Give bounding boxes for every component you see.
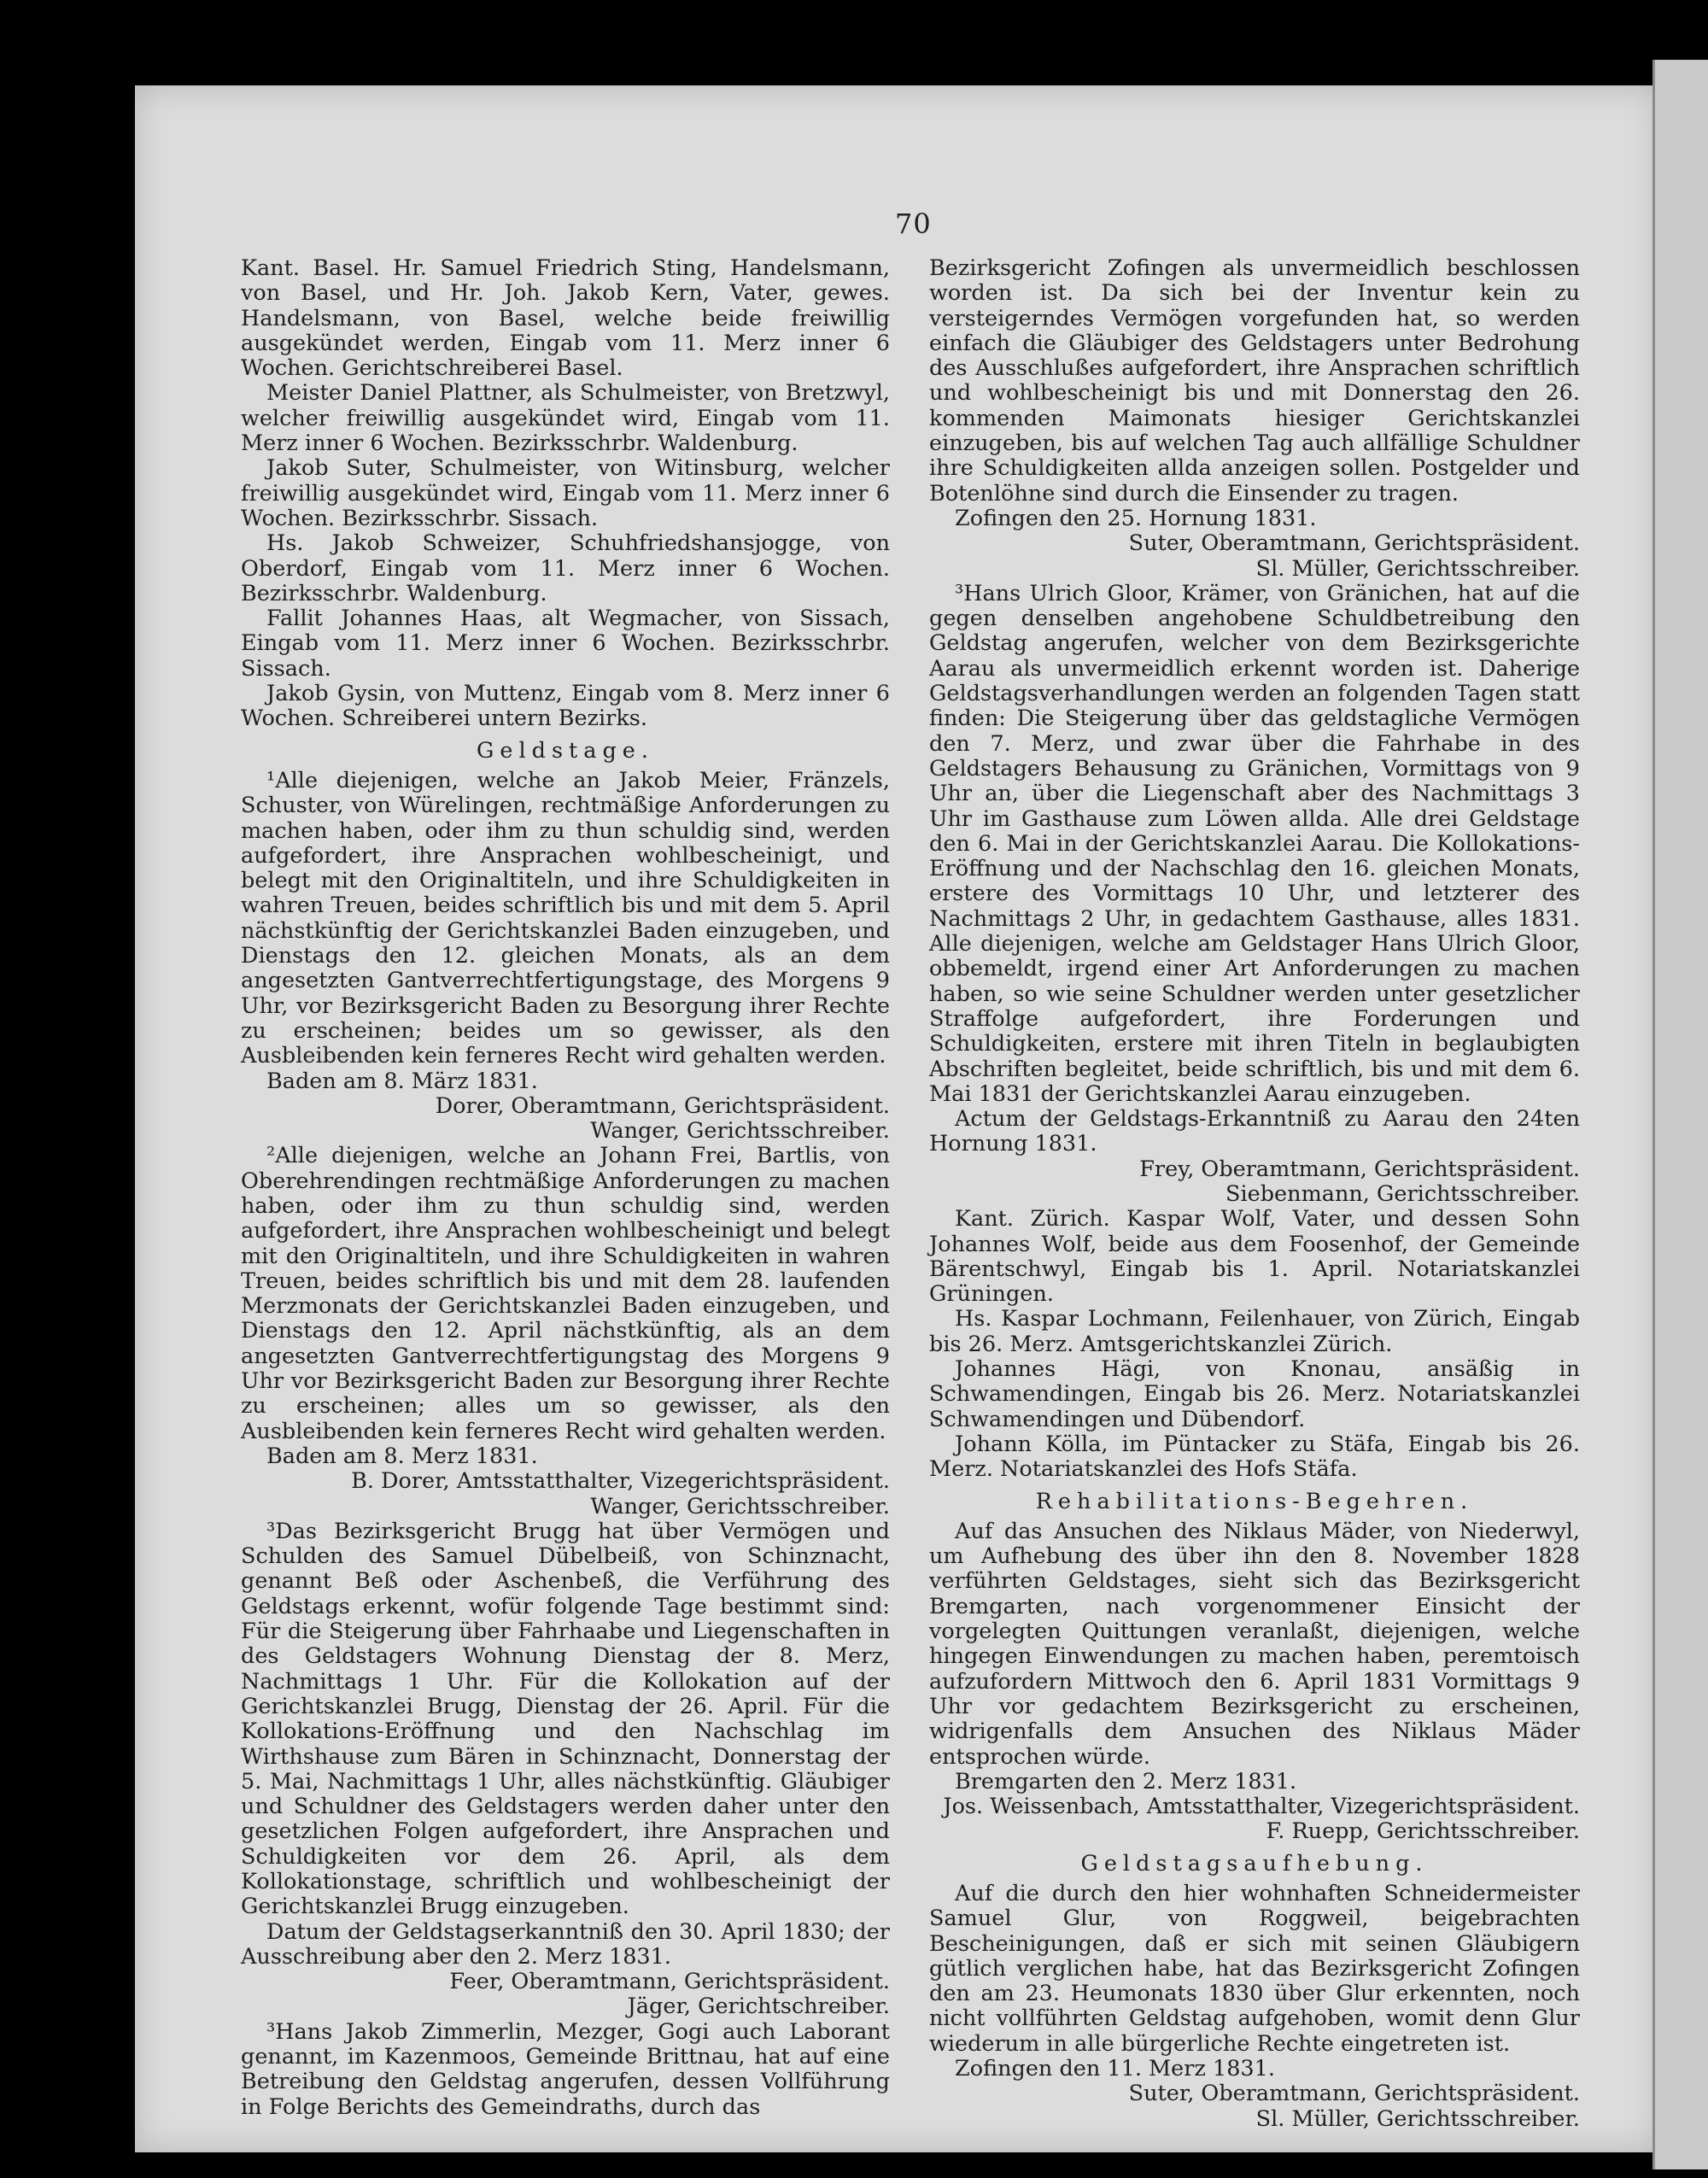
signature-line: Suter, Oberamtmann, Gerichtspräsident. — [1128, 2081, 1580, 2107]
signature-line: Jäger, Gerichtschreiber. — [627, 1994, 890, 2020]
signature-line: Sl. Müller, Gerichtsschreiber. — [1255, 2105, 1580, 2132]
paragraph: Jakob Suter, Schulmeister, von Witinsburg, welcher freiwillig ausgekündet wird, Eingab vom 11. Merz inner 6 Wochen. Bezirksschrbr. Sissach. — [241, 455, 890, 531]
signature-line: F. Ruepp, Gerichtsschreiber. — [1266, 1818, 1580, 1845]
paragraph: Zofingen den 11. Merz 1831. — [955, 2056, 1275, 2082]
paragraph: Meister Daniel Plattner, als Schulmeister, von Bretzwyl, welcher freiwillig ausgekündet wird, Eingab vom 11. Merz inner 6 Wochen. Bezirksschrbr. Waldenburg. — [241, 380, 890, 457]
paragraph: Actum der Geldstags-Erkanntniß zu Aarau den 24ten Hornung 1831. — [929, 1106, 1580, 1157]
signature-line: Dorer, Oberamtmann, Gerichtspräsident. — [435, 1092, 890, 1119]
paragraph: Auf die durch den hier wohnhaften Schneidermeister Samuel Glur, von Roggweil, beigebrachten Bescheinigungen, daß er sich mit seinen Gläubigern gütlich verglichen habe, hat das Bezirksgericht Zofingen den am 23. Heumonats 1830 über Glur erkennten, noch nicht vollführten Geldstag aufgehoben, womit denn Glur wiederum in alle bürgerliche Rechte eingetreten ist. — [929, 1881, 1580, 2057]
paragraph: Baden am 8. Merz 1831. — [266, 1443, 538, 1469]
paragraph: Bezirksgericht Zofingen als unvermeidlich beschlossen worden ist. Da sich bei der Inventur kein zu versteigerndes Vermögen vorgefunden hat, so werden einfach die Gläubiger des Geldstagers unter Bedrohung des Ausschlußes aufgefordert, ihre Ansprachen schriftlich und wohlbescheinigt bis und mit Donnerstag den 26. kommenden Maimonats hiesiger Gerichtskanzlei einzugeben, bis auf welchen Tag auch allfällige Schuldner ihre Schuldigkeiten allda anzeigen sollen. Postgelder und Botenlöhne sind durch die Einsender zu tragen. — [929, 255, 1580, 506]
paragraph: Bremgarten den 2. Merz 1831. — [955, 1768, 1297, 1795]
paragraph: ³Hans Jakob Zimmerlin, Mezger, Gogi auch Laborant genannt, im Kazenmoos, Gemeinde Brittnau, hat auf eine Betreibung den Geldstag angerufen, dessen Vollführung in Folge Berichts des Gemeindraths, durch das — [241, 2018, 890, 2120]
paragraph: ²Alle diejenigen, welche an Johann Frei, Bartlis, von Oberehrendingen rechtmäßige Anforderungen zu machen haben, oder ihm zu thun schuldig sind, werden aufgefordert, ihre Ansprachen wohlbescheinigt und belegt mit den Originaltiteln, und ihre Schuldigkeiten in wahren Treuen, beides schriftlich bis und mit dem 28. laufenden Merzmonats der Gerichtskanzlei Baden einzugeben, und Dienstags den 12. April nächstkünftig, als an dem angesetzten Gantverrechtfertigungstag des Morgens 9 Uhr vor Bezirksgericht Baden zur Besorgung ihrer Rechte zu erscheinen; alles um so gewisser, als den Ausbleibenden kein ferneres Recht wird gehalten werden. — [241, 1143, 890, 1444]
paragraph: Baden am 8. März 1831. — [266, 1068, 538, 1094]
page-number: 70 — [895, 208, 932, 240]
section-heading: Geldstage. — [477, 737, 654, 764]
paragraph: Datum der Geldstagserkanntniß den 30. April 1830; der Ausschreibung aber den 2. Merz 1831. — [241, 1918, 890, 1970]
right-column — [929, 256, 1580, 2132]
paragraph: Jakob Gysin, von Muttenz, Eingab vom 8. Merz inner 6 Wochen. Schreiberei untern Bezirks. — [241, 681, 890, 732]
paragraph: ³Das Bezirksgericht Brugg hat über Vermögen und Schulden des Samuel Dübelbeiß, von Schinznacht, genannt Beß oder Aschenbeß, die Verführung des Geldstags erkennt, wofür folgende Tage bestimmt sind: Für die Steigerung über Fahrhaabe und Liegenschaften in des Geldstagers Wohnung Dienstag der 8. Merz, Nachmittags 1 Uhr. Für die Kollokation auf der Gerichtskanzlei Brugg, Dienstag der 26. April. Für die Kollokations-Eröffnung und den Nachschlag im Wirthshause zum Bären in Schinznacht, Donnerstag der 5. Mai, Nachmittags 1 Uhr, alles nächstkünftig. Gläubiger und Schuldner des Geldstagers werden daher unter den gesetzlichen Folgen aufgefordert, ihre Ansprachen und Schuldigkeiten vor dem 26. April, als dem Kollokationstage, schriftlich und wohlbescheinigt der Gerichtskanzlei Brugg einzugeben. — [241, 1518, 890, 1920]
section-heading: Geldstagsaufhebung. — [1080, 1850, 1429, 1876]
paragraph: Kant. Zürich. Kaspar Wolf, Vater, und dessen Sohn Johannes Wolf, beide aus dem Foosenhof, der Gemeinde Bärentschwyl, Eingab bis 1. April. Notariatskanzlei Grüningen. — [929, 1206, 1580, 1308]
paragraph: ¹Alle diejenigen, welche an Jakob Meier, Fränzels, Schuster, von Würelingen, rechtmäßige Anforderungen zu machen haben, oder ihm zu thun schuldig sind, werden aufgefordert, ihre Ansprachen wohlbescheinigt, und belegt mit den Originaltiteln, und ihre Schuldigkeiten in wahren Treuen, beides schriftlich bis und mit dem 5. April nächstkünftig der Gerichtskanzlei Baden einzugeben, und Dienstags den 12. gleichen Monats, als an dem angesetzten Gantverrechtfertigungstage, des Morgens 9 Uhr, vor Bezirksgericht Baden zu Besorgung ihrer Rechte zu erscheinen; beides um so gewisser, als den Ausbleibenden kein ferneres Recht wird gehalten werden. — [241, 767, 890, 1069]
signature-line: Wanger, Gerichtsschreiber. — [590, 1118, 890, 1145]
paragraph: Zofingen den 25. Hornung 1831. — [955, 505, 1317, 531]
signature-line: Siebenmann, Gerichtsschreiber. — [1225, 1180, 1580, 1207]
paragraph: Fallit Johannes Haas, alt Wegmacher, von Sissach, Eingab vom 11. Merz inner 6 Wochen. Bezirksschrbr. Sissach. — [241, 606, 890, 682]
paragraph: Hs. Jakob Schweizer, Schuhfriedshansjogge, von Oberdorf, Eingab vom 11. Merz inner 6 Wochen. Bezirksschrbr. Waldenburg. — [241, 530, 890, 606]
paragraph: Johannes Hägi, von Knonau, ansäßig in Schwamendingen, Eingab bis 26. Merz. Notariatskanzlei Schwamendingen und Dübendorf. — [929, 1356, 1580, 1432]
signature-line: Jos. Weissenbach, Amtsstatthalter, Vizegerichtspräsident. — [943, 1794, 1580, 1820]
paragraph: Hs. Kaspar Lochmann, Feilenhauer, von Zürich, Eingab bis 26. Merz. Amtsgerichtskanzlei Zürich. — [929, 1306, 1580, 1357]
paragraph: Kant. Basel. Hr. Samuel Friedrich Sting, Handelsmann, von Basel, und Hr. Joh. Jakob Kern, Vater, gewes. Handelsmann, von Basel, welche beide freiwillig ausgekündet werden, Eingab vom 11. Merz inner 6 Wochen. Gerichtschreiberei Basel. — [241, 255, 890, 382]
signature-line: Wanger, Gerichtsschreiber. — [590, 1493, 890, 1519]
signature-line: B. Dorer, Amtsstatthalter, Vizegerichtspräsident. — [351, 1468, 890, 1495]
signature-line: Sl. Müller, Gerichtsschreiber. — [1255, 555, 1580, 582]
adjacent-page-edge — [1652, 60, 1708, 2169]
signature-line: Suter, Oberamtmann, Gerichtspräsident. — [1128, 530, 1580, 557]
signature-line: Frey, Oberamtmann, Gerichtspräsident. — [1139, 1156, 1580, 1182]
left-column — [241, 256, 890, 2120]
signature-line: Feer, Oberamtmann, Gerichtspräsident. — [449, 1969, 890, 1995]
paragraph: ³Hans Ulrich Gloor, Krämer, von Gränichen, hat auf die gegen denselben angehobene Schuldbetreibung den Geldstag angerufen, welcher von dem Bezirksgerichte Aarau als unvermeidlich erkennt worden ist. Daherige Geldstagsverhandlungen werden an folgenden Tagen statt finden: Die Steigerung über das geldstagliche Vermögen den 7. Merz, und zwar über die Fahrhabe in des Geldstagers Behausung zu Gränichen, Vormittags von 9 Uhr an, über die Liegenschaft aber des Nachmittags 3 Uhr im Gasthause zum Löwen allda. Alle drei Geldstage den 6. Mai in der Gerichtskanzlei Aarau. Die Kollokations-Eröffnung und der Nachschlag den 16. gleichen Monats, erstere des Vormittags 10 Uhr, und letzterer des Nachmittags 2 Uhr, in gedachtem Gasthause, alles 1831. Alle diejenigen, welche am Geldstager Hans Ulrich Gloor, obbemeldt, irgend einer Art Anforderungen zu machen haben, so wie seine Schuldner werden unter gesetzlicher Straffolge aufgefordert, ihre Forderungen und Schuldigkeiten, erstere mit ihren Titeln in beglaubigten Abschriften begleitet, beide schriftlich, bis und mit dem 6. Mai 1831 der Gerichtskanzlei Aarau einzugeben. — [929, 580, 1580, 1107]
section-heading: Rehabilitations-Begehren. — [1035, 1488, 1474, 1514]
paragraph: Auf das Ansuchen des Niklaus Mäder, von Niederwyl, um Aufhebung des über ihn den 8. November 1828 verführten Geldstages, sieht sich das Bezirksgericht Bremgarten, nach vorgenommener Einsicht der vorgelegten Quittungen veranlaßt, diejenigen, welche hingegen Einwendungen zu machen haben, peremtoisch aufzufordern Mittwoch den 6. April 1831 Vormittags 9 Uhr vor gedachtem Bezirksgericht zu erscheinen, widrigenfalls dem Ansuchen des Niklaus Mäder entsprochen würde. — [929, 1518, 1580, 1770]
paragraph: Johann Kölla, im Püntacker zu Stäfa, Eingab bis 26. Merz. Notariatskanzlei des Hofs Stäfa. — [929, 1431, 1580, 1483]
